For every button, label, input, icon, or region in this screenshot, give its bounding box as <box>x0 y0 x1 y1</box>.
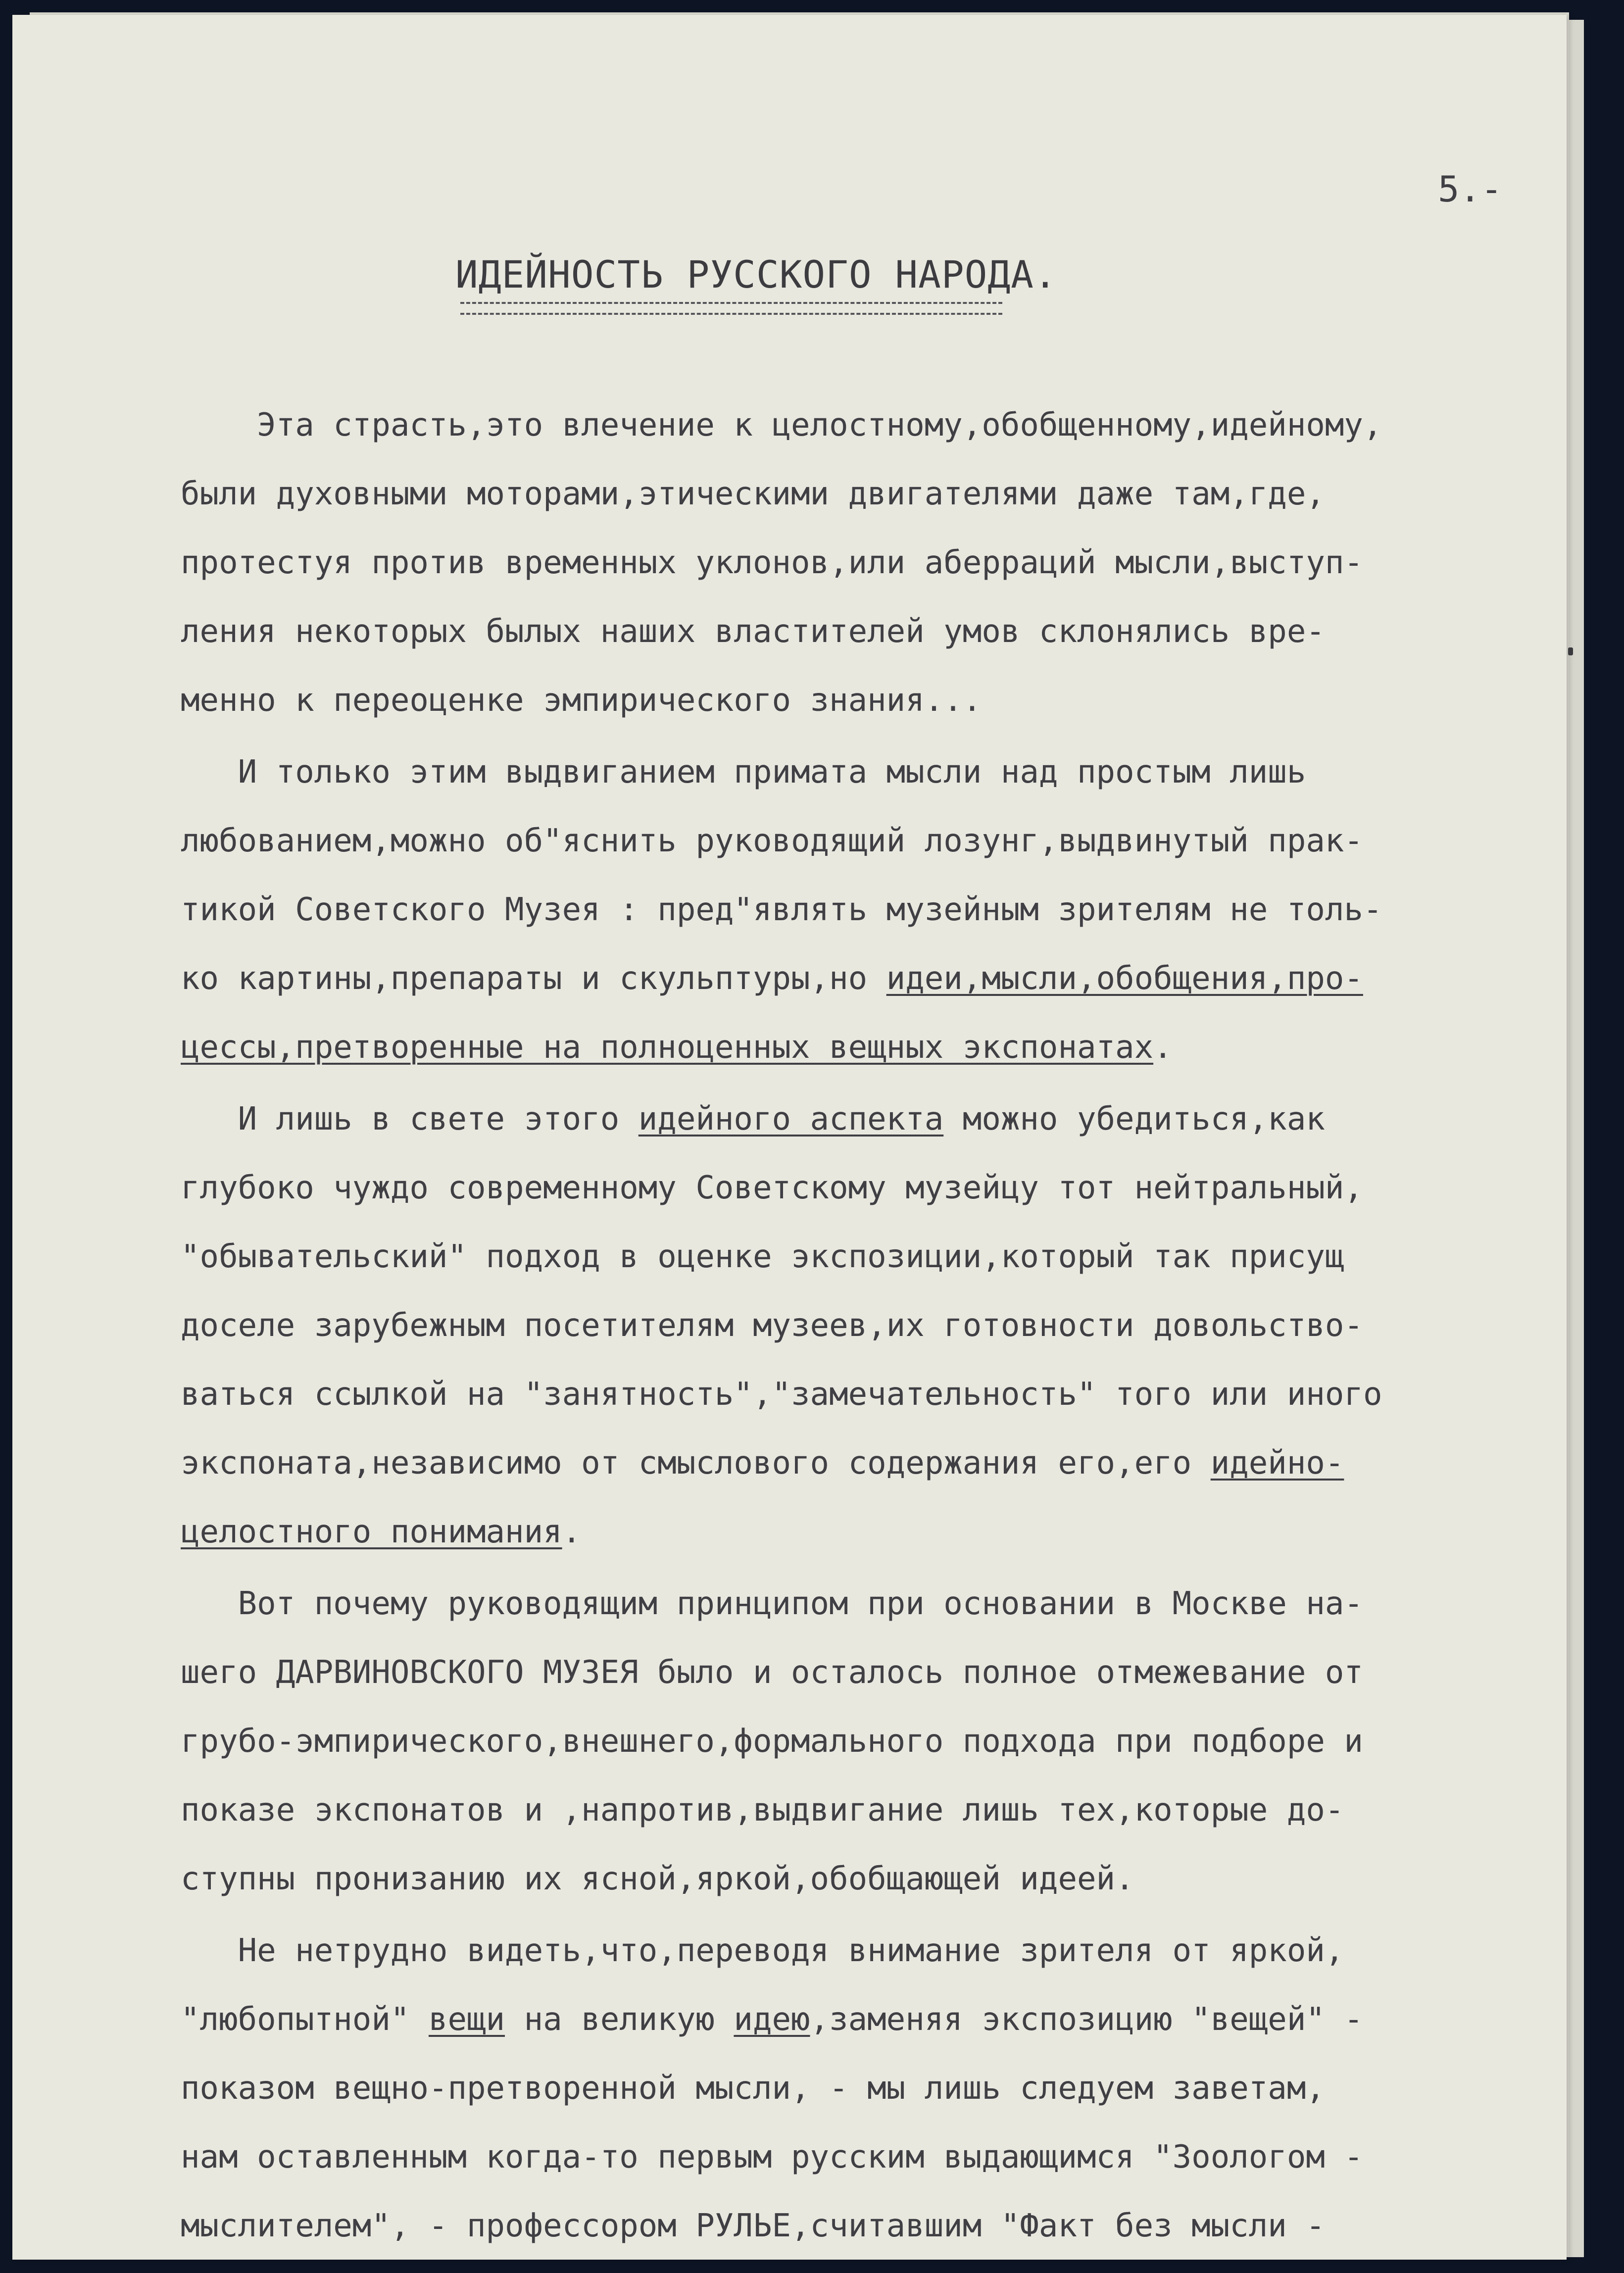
text-line: тикой Советского Музея : пред"являть музейным зрителям не толь- <box>181 891 1382 928</box>
page-number: 5.- <box>1438 168 1503 210</box>
underlined-phrase: целостного понимания <box>181 1514 562 1550</box>
text-line: Вот почему руководящим принципом при основании в Москве на- <box>181 1585 1363 1622</box>
text-line: протестуя против временных уклонов,или аберраций мысли,выступ- <box>181 544 1363 581</box>
text-line: Эта страсть,это влечение к целостному,обобщенному,идейному, <box>181 407 1382 444</box>
text-line: шего ДАРВИНОВСКОГО МУЗЕЯ было и осталось полное отмежевание от <box>181 1654 1363 1691</box>
underlined-phrase: идею <box>734 2001 810 2038</box>
text-line: были духовными моторами,этическими двигателями даже там,где, <box>181 476 1325 512</box>
text-segment: экспоната,независимо от смыслового содержания его,его <box>181 1445 1211 1482</box>
underlined-phrase: идейно- <box>1210 1445 1344 1482</box>
text-line: любованием,можно об"яснить руководящий лозунг,выдвинутый прак- <box>181 823 1363 859</box>
text-line: "обывательский" подход в оценке экспозиции,который так присущ <box>181 1238 1344 1275</box>
text-segment: ко картины,препараты и скульптуры,но <box>181 960 886 997</box>
underlined-phrase: идеи,мысли,обобщения,про- <box>886 960 1363 997</box>
underlined-phrase: идейного аспекта <box>638 1101 944 1137</box>
margin-mark <box>1568 647 1573 655</box>
text-line: глубоко чуждо современному Советскому музейцу тот нейтральный, <box>181 1170 1363 1206</box>
text-line: ления некоторых былых наших властителей умов склонялись вре- <box>181 613 1325 650</box>
typed-page <box>12 15 1567 2260</box>
text-line: доселе зарубежным посетителям музеев,их готовности довольство- <box>181 1307 1363 1344</box>
text-line: И только этим выдвиганием примата мысли над простым лишь <box>181 754 1306 791</box>
text-line <box>181 944 1557 1013</box>
underlined-phrase: цессы,претворенные на полноценных вещных экспонатах <box>181 1029 1154 1066</box>
page-title: ИДЕЙНОСТЬ РУССКОГО НАРОДА. <box>455 252 1057 296</box>
text-segment: на великую <box>505 2001 734 2038</box>
text-segment: И лишь в свете этого <box>181 1101 639 1137</box>
text-line: ваться ссылкой на "занятность","замечательность" того или иного <box>181 1376 1382 1413</box>
text-line: целостного понимания. <box>181 1514 582 1550</box>
text-line <box>181 1985 1557 2054</box>
text-segment: можно убедиться,как <box>943 1101 1325 1137</box>
body-text <box>181 391 1557 2261</box>
text-line: грубо-эмпирического,внешнего,формального подхода при подборе и <box>181 1723 1363 1760</box>
text-line: нам оставленным когда-то первым русским выдающимся "Зоологом - <box>181 2139 1363 2175</box>
text-line: показе экспонатов и ,напротив,выдвигание лишь тех,которые до- <box>181 1792 1344 1828</box>
text-segment: "любопытной" <box>181 2001 429 2038</box>
title-double-underline <box>460 302 1002 315</box>
text-line: Не нетрудно видеть,что,переводя внимание зрителя от яркой, <box>181 1932 1344 1969</box>
text-line <box>181 1085 1557 1154</box>
text-line: ступны пронизанию их ясной,яркой,обобщающей идеей. <box>181 1861 1134 1897</box>
text-line <box>181 1429 1557 1498</box>
text-line: цессы,претворенные на полноценных вещных экспонатах. <box>181 1029 1173 1066</box>
text-segment: ,заменяя экспозицию "вещей" - <box>810 2001 1363 2038</box>
underlined-phrase: вещи <box>428 2001 505 2038</box>
text-line: показом вещно-претворенной мысли, - мы лишь следуем заветам, <box>181 2070 1325 2107</box>
text-line: менно к переоценке эмпирического знания... <box>181 682 982 719</box>
text-line: мыслителем", - профессором РУЛЬЕ,считавшим "Факт без мысли - <box>181 2208 1325 2244</box>
